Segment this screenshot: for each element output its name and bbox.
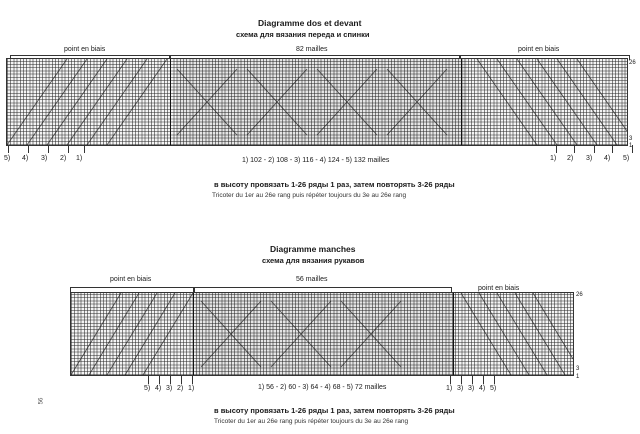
top-knitting-grid	[6, 58, 628, 146]
bottom-right-size-5: 5)	[490, 385, 497, 392]
bottom-right-size-ticks	[444, 376, 504, 384]
top-grid-separator-right	[461, 59, 462, 145]
top-right-bracket	[460, 55, 630, 56]
bottom-left-size-ticks	[140, 376, 200, 384]
top-center-bracket	[170, 55, 460, 56]
bottom-grid-separator-right	[453, 293, 454, 375]
top-center-label: 82 mailles	[296, 46, 328, 53]
bottom-diagram-title: Diagramme manches	[270, 244, 356, 254]
bottom-left-size-5: 5)	[144, 385, 151, 392]
top-left-size-2: 2)	[60, 155, 67, 162]
bottom-grid-separator-left	[193, 293, 194, 375]
bottom-instruction-ru: в высоту провязать 1-26 ряды 1 раз, затем повторять 3-26 ряды	[214, 406, 455, 415]
top-left-bracket	[10, 55, 170, 56]
bottom-row-1: 1	[576, 374, 580, 380]
top-left-size-1: 1)	[76, 155, 83, 162]
top-right-size-4: 4)	[604, 155, 611, 162]
bottom-knitting-grid	[70, 292, 574, 376]
bottom-left-size-2: 2)	[177, 385, 184, 392]
top-left-size-5: 5)	[4, 155, 11, 162]
bottom-center-bracket	[194, 287, 452, 288]
top-row-1: 1	[629, 143, 633, 149]
bottom-left-bracket	[70, 287, 194, 288]
top-left-size-ticks	[0, 145, 90, 153]
top-row-3: 3	[629, 136, 633, 142]
top-diagram-title: Diagramme dos et devant	[258, 18, 362, 28]
bottom-instruction-fr: Tricoter du 1er au 26e rang puis répéter toujours du 3e au 26e rang	[214, 418, 409, 425]
top-instruction-ru: в высоту провязать 1-26 ряды 1 раз, затем повторять 3-26 ряды	[214, 180, 455, 189]
top-right-size-ticks	[550, 145, 640, 153]
bottom-stitch-counts: 1) 56 - 2) 60 - 3) 64 - 4) 68 - 5) 72 mailles	[258, 384, 387, 391]
top-diagram-title-ru: схема для вязания переда и спинки	[236, 30, 370, 39]
top-right-label: point en biais	[518, 46, 560, 53]
top-instruction-fr: Tricoter du 1er au 26e rang puis répéter toujours du 3e au 26e rang	[212, 192, 407, 199]
bottom-row-26: 26	[576, 292, 583, 298]
top-right-size-1: 1)	[550, 155, 557, 162]
bottom-left-size-3: 3)	[166, 385, 173, 392]
top-grid-separator-left	[170, 59, 171, 145]
top-right-size-2: 2)	[567, 155, 574, 162]
bottom-right-size-1: 1)	[446, 385, 453, 392]
bottom-right-size-2: 3)	[457, 385, 464, 392]
top-left-size-4: 4)	[22, 155, 29, 162]
top-left-size-3: 3)	[41, 155, 48, 162]
top-grid-motif	[7, 59, 627, 145]
bottom-right-size-3: 3)	[468, 385, 475, 392]
bottom-right-label: point en biais	[478, 285, 520, 292]
top-right-size-5: 5)	[623, 155, 630, 162]
bottom-right-size-4: 4)	[479, 385, 486, 392]
bottom-left-label: point en biais	[110, 276, 152, 283]
top-row-26: 26	[629, 60, 636, 66]
page-number-mark: 56	[38, 397, 45, 405]
bottom-row-3: 3	[576, 366, 580, 372]
bottom-left-size-1: 1)	[188, 385, 195, 392]
bottom-center-label: 56 mailles	[296, 276, 328, 283]
bottom-diagram-title-ru: схема для вязания рукавов	[262, 256, 365, 265]
top-left-label: point en biais	[64, 46, 106, 53]
bottom-left-size-4: 4)	[155, 385, 162, 392]
top-right-size-3: 3)	[586, 155, 593, 162]
bottom-grid-motif	[71, 293, 573, 375]
top-stitch-counts: 1) 102 - 2) 108 - 3) 116 - 4) 124 - 5) 132 mailles	[242, 157, 390, 164]
